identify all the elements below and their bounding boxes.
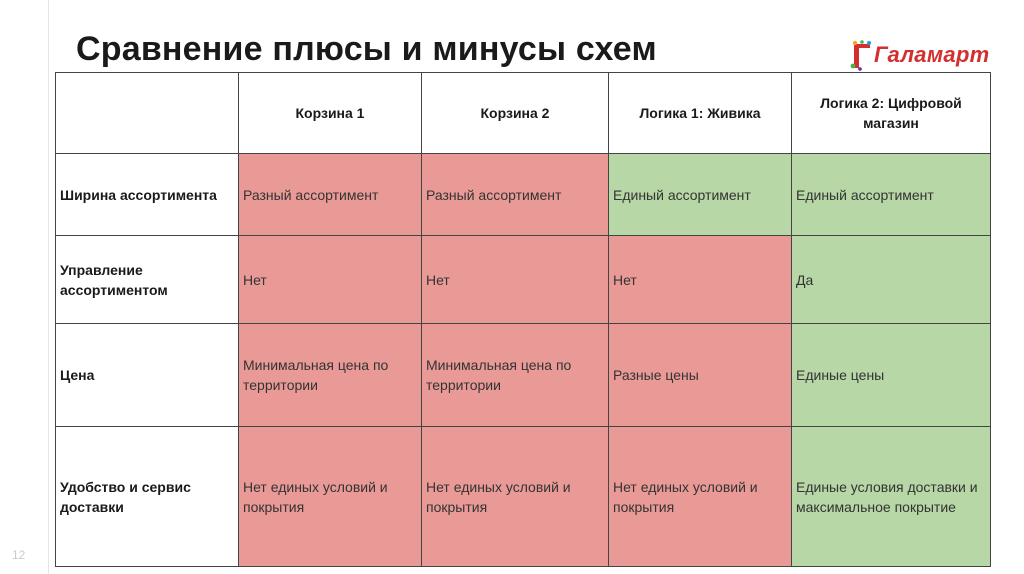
table-cell: Разные цены bbox=[609, 324, 792, 427]
table-cell: Нет bbox=[422, 236, 609, 324]
header-logika-2: Логика 2: Цифровой магазин bbox=[792, 73, 991, 154]
table-cell: Минимальная цена по территории bbox=[422, 324, 609, 427]
table-cell: Единые условия доставки и максимальное покрытие bbox=[792, 427, 991, 567]
slide-title: Сравнение плюсы и минусы схем bbox=[76, 30, 657, 68]
header-korzina-2: Корзина 2 bbox=[422, 73, 609, 154]
table-cell: Нет bbox=[239, 236, 422, 324]
table-cell: Нет единых условий и покрытия bbox=[239, 427, 422, 567]
table-cell: Единый ассортимент bbox=[792, 154, 991, 236]
table-header-row bbox=[56, 73, 991, 154]
table-cell: Единый ассортимент bbox=[609, 154, 792, 236]
logo-text: Галамарт bbox=[874, 42, 990, 67]
table-cell: Нет единых условий и покрытия bbox=[609, 427, 792, 567]
table-row bbox=[56, 324, 991, 427]
row-label: Управление ассортиментом bbox=[56, 236, 239, 324]
table-cell: Разный ассортимент bbox=[239, 154, 422, 236]
slide-left-rule bbox=[48, 0, 49, 574]
header-logika-1: Логика 1: Живика bbox=[609, 73, 792, 154]
page-number: 12 bbox=[12, 548, 26, 562]
header-empty bbox=[56, 73, 239, 154]
table-row bbox=[56, 427, 991, 567]
row-label: Ширина ассортимента bbox=[56, 154, 239, 236]
table-cell: Единые цены bbox=[792, 324, 991, 427]
table-row bbox=[56, 154, 991, 236]
row-label: Цена bbox=[56, 324, 239, 427]
galamart-logo bbox=[850, 40, 990, 72]
table-cell: Нет bbox=[609, 236, 792, 324]
comparison-table bbox=[55, 72, 991, 567]
row-label: Удобство и сервис доставки bbox=[56, 427, 239, 567]
table-cell: Нет единых условий и покрытия bbox=[422, 427, 609, 567]
header-korzina-1: Корзина 1 bbox=[239, 73, 422, 154]
table-row bbox=[56, 236, 991, 324]
table-cell: Минимальная цена по территории bbox=[239, 324, 422, 427]
logo-mark-icon bbox=[850, 40, 876, 72]
table-cell: Да bbox=[792, 236, 991, 324]
table-cell: Разный ассортимент bbox=[422, 154, 609, 236]
